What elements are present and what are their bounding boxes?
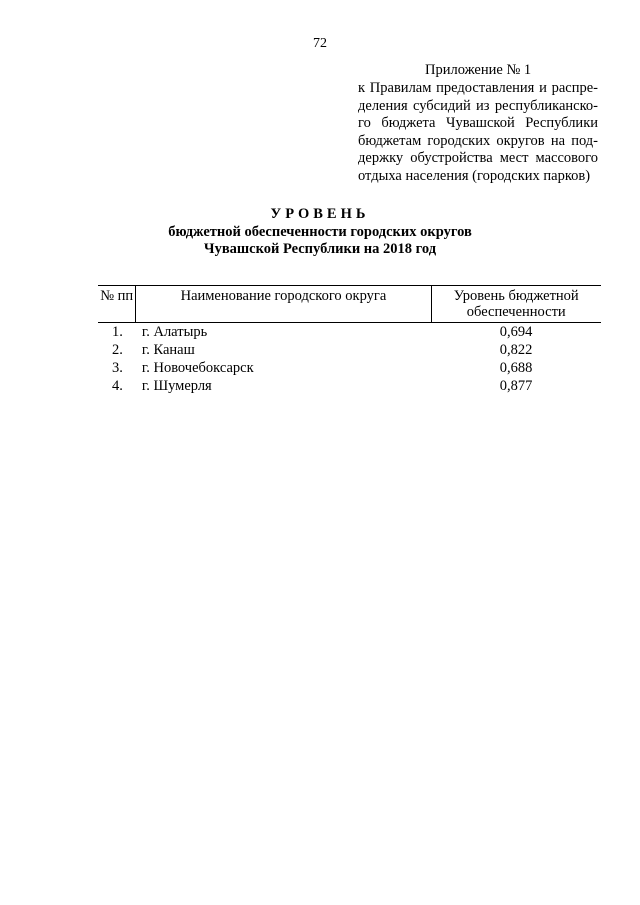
row-level: 0,688 (499, 360, 533, 376)
row-level: 0,822 (499, 342, 533, 358)
header-level: Уровень бюджетной обеспеченности (431, 286, 601, 323)
row-name: г. Шумерля (141, 378, 212, 394)
row-num: 1. (112, 324, 123, 340)
row-name: г. Канаш (141, 342, 195, 358)
row-num: 4. (112, 378, 123, 394)
table-row (98, 359, 601, 377)
row-name: г. Новочебоксарск (141, 360, 254, 376)
header-num: № пп (98, 286, 136, 323)
header-name: Наименование городского округа (136, 286, 431, 323)
row-num: 2. (112, 342, 123, 358)
document-heading (0, 206, 640, 259)
budget-level-table (98, 285, 601, 395)
row-level: 0,877 (499, 378, 533, 394)
heading-line-1: бюджетной обеспеченности городских округов (168, 223, 472, 240)
heading-line-2: Чувашской Республики на 2018 год (203, 241, 437, 257)
appendix-body: к Правилам предоставления и распре-деления субсидий из республиканско-го бюджета Чувашской Республики бюджетам городских округов на под-держку обустройства мест массового отдыха населения (городских парков) (358, 80, 598, 184)
appendix-title: Приложение № 1 (425, 62, 532, 78)
table-row (98, 323, 601, 342)
row-num: 3. (112, 360, 123, 376)
page-number: 72 (313, 36, 327, 51)
row-level: 0,694 (499, 324, 533, 340)
row-name: г. Алатырь (141, 324, 208, 340)
table-header-row (98, 286, 601, 323)
table-row (98, 377, 601, 395)
heading-title: УРОВЕНЬ (270, 206, 370, 222)
table-row (98, 341, 601, 359)
